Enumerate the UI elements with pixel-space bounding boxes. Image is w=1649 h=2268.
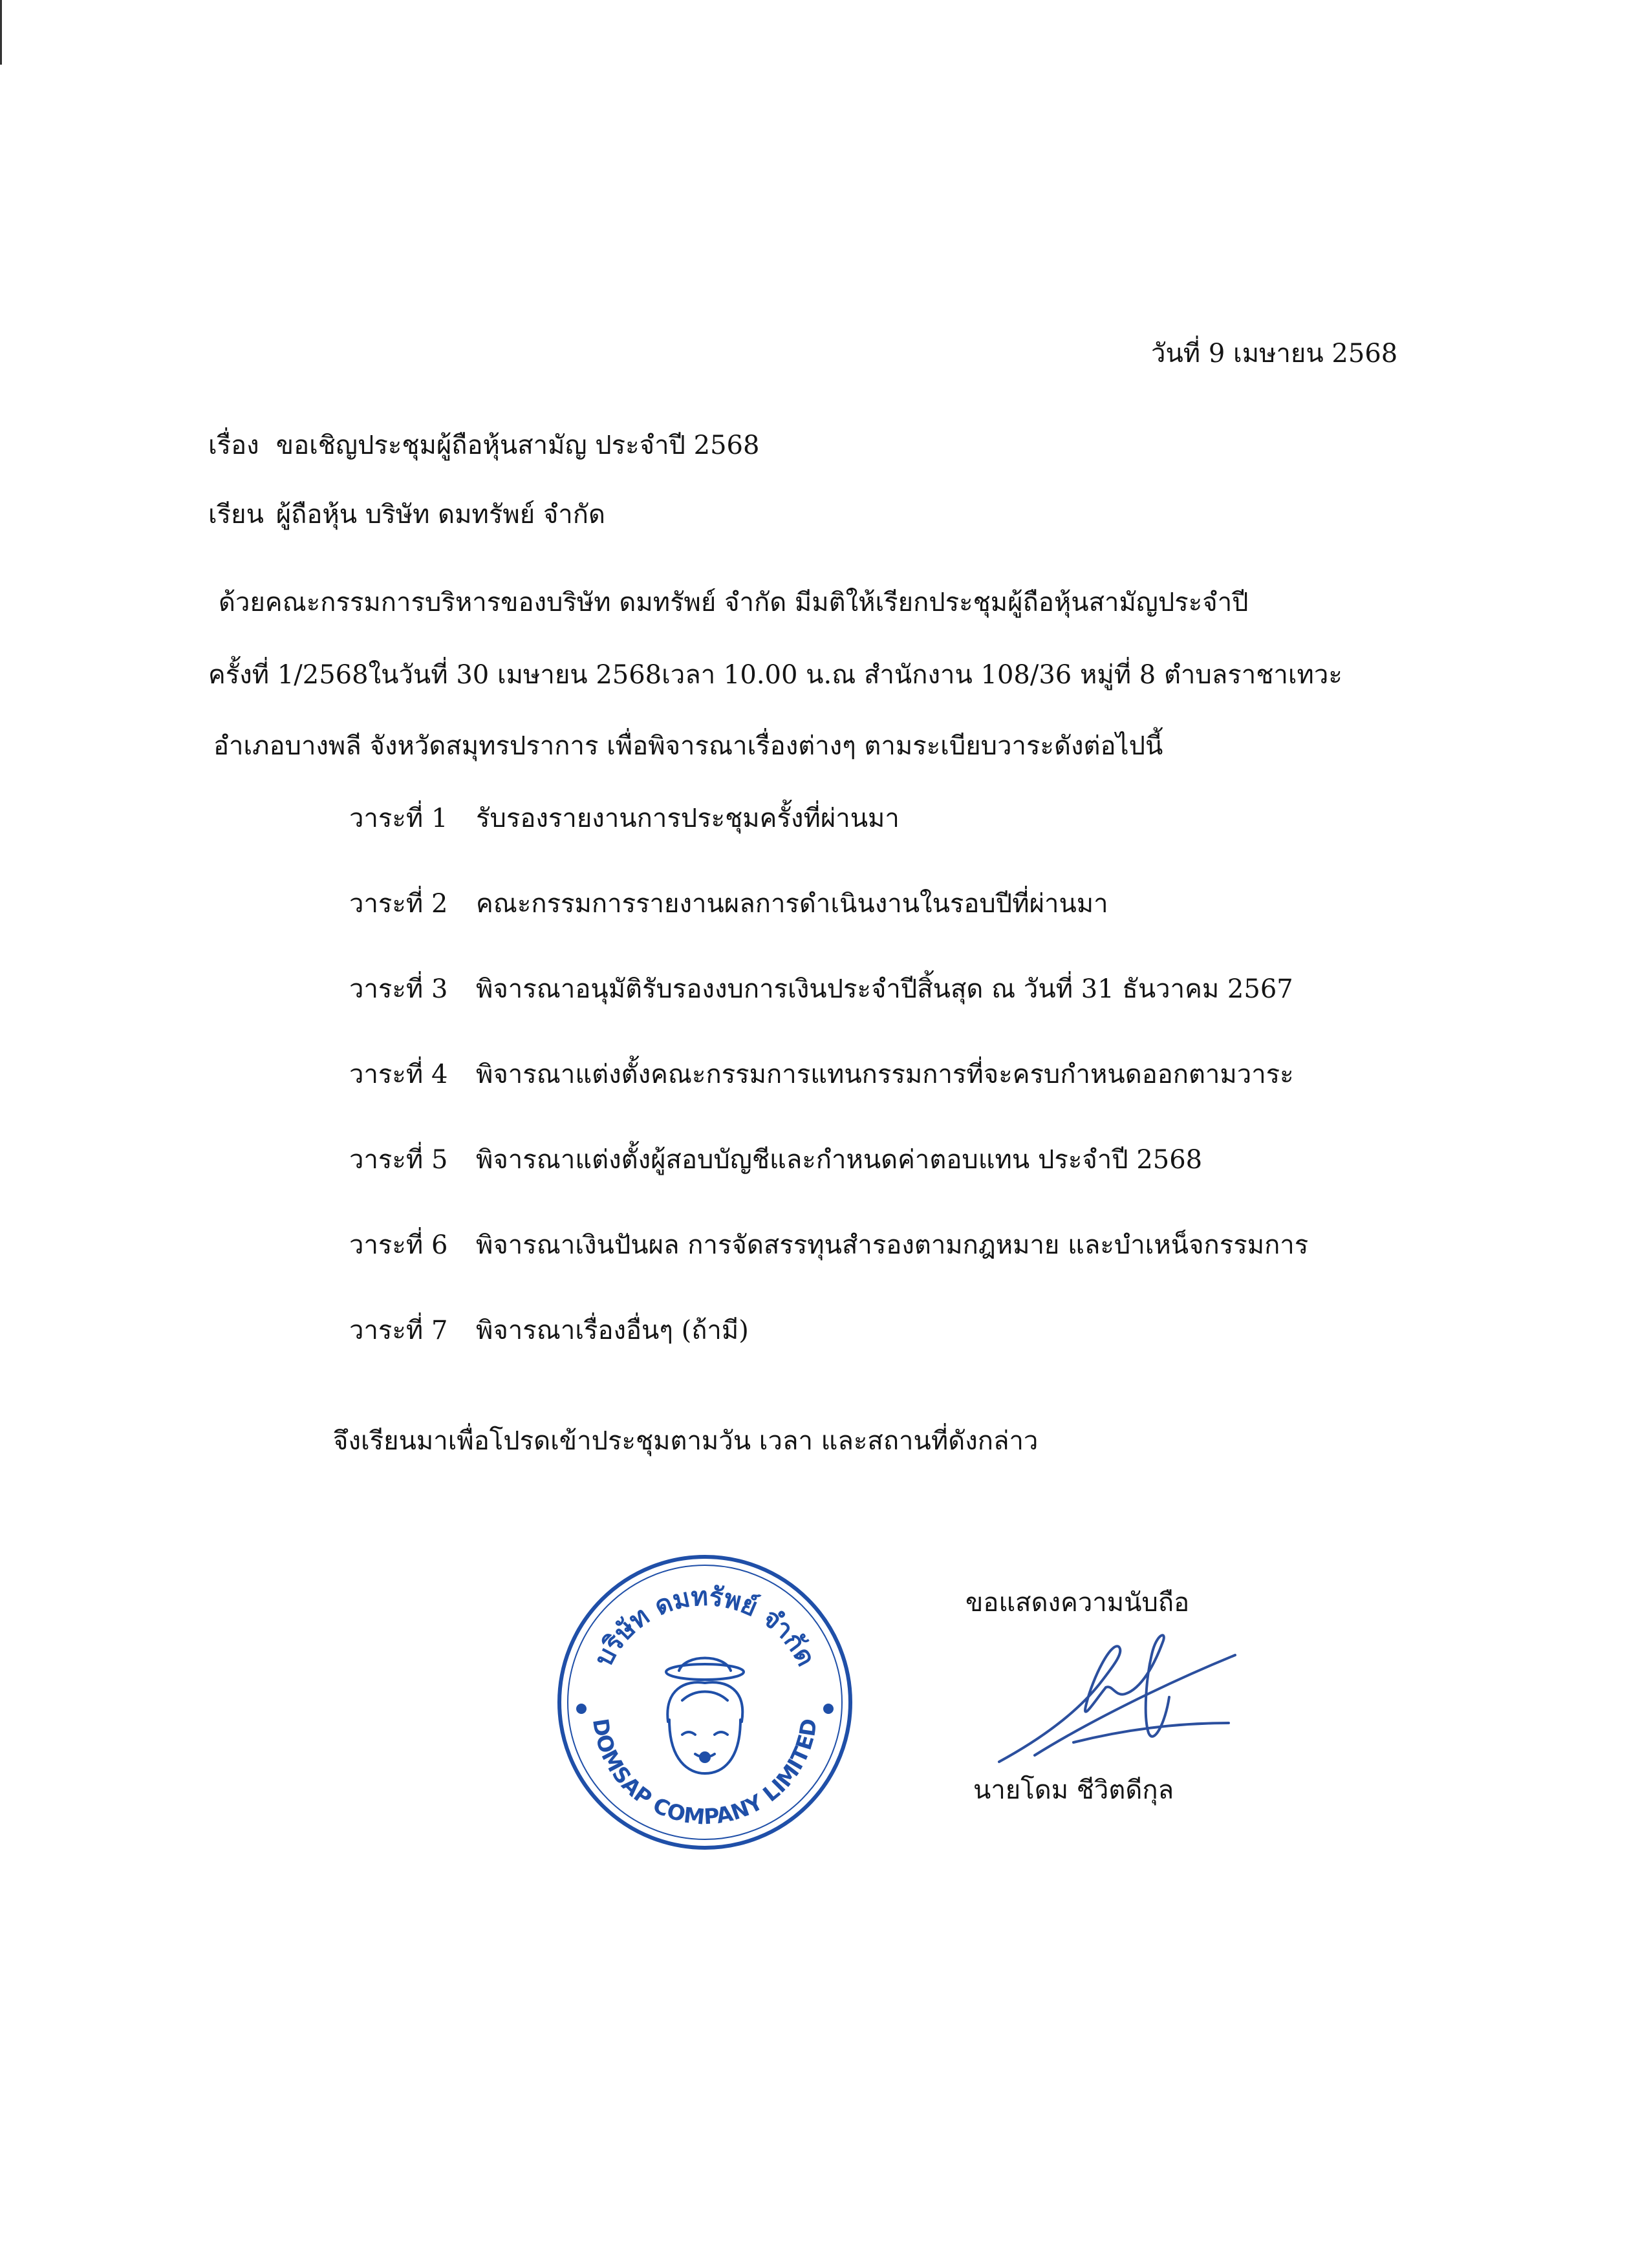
body-line-3: อำเภอบางพลี จังหวัดสมุทรปราการ เพื่อพิจารณาเรื่องต่างๆ ตามระเบียบวาระดังต่อไปนี้ — [213, 731, 1163, 761]
closing-line: จึงเรียนมาเพื่อโปรดเข้าประชุมตามวัน เวลา และสถานที่ดังกล่าว — [333, 1426, 1039, 1456]
seal-english-name: DOMSAP COMPANY LIMITED — [587, 1717, 823, 1830]
page-edge-mark — [0, 0, 2, 65]
agenda-item — [349, 1315, 1308, 1400]
regards-line: ขอแสดงความนับถือ — [965, 1588, 1190, 1618]
body-line-1: ด้วยคณะกรรมการบริหารของบริษัท ดมทรัพย์ จำกัด มีมติให้เรียกประชุมผู้ถือหุ้นสามัญประจำปี — [219, 588, 1249, 617]
agenda-text: พิจารณาแต่งตั้งคณะกรรมการแทนกรรมการที่จะครบกำหนดออกตามวาระ — [476, 1060, 1294, 1089]
agenda-item — [349, 1230, 1308, 1315]
subject-label: เรื่อง — [208, 431, 259, 460]
agenda-number: วาระที่ 4 — [349, 1060, 448, 1089]
agenda-text: พิจารณาเงินปันผล การจัดสรรทุนสำรองตามกฎหมาย และบำเหน็จกรรมการ — [476, 1230, 1309, 1260]
subject-text: ขอเชิญประชุมผู้ถือหุ้นสามัญ ประจำปี 2568 — [275, 431, 760, 460]
agenda-item — [349, 1144, 1308, 1230]
agenda-item — [349, 974, 1308, 1059]
agenda-number: วาระที่ 6 — [349, 1230, 448, 1260]
handwritten-signature — [996, 1626, 1242, 1775]
agenda-text: พิจารณาแต่งตั้งผู้สอบบัญชีและกำหนดค่าตอบแทน ประจำปี 2568 — [476, 1145, 1203, 1175]
signer-name: นายโดม ชีวิตดีกุล — [973, 1775, 1174, 1805]
agenda-number: วาระที่ 1 — [349, 804, 448, 833]
agenda-text: คณะกรรมการรายงานผลการดำเนินงานในรอบปีที่ผ่านมา — [476, 889, 1108, 919]
agenda-item — [349, 888, 1308, 974]
agenda-number: วาระที่ 5 — [349, 1145, 448, 1175]
company-seal — [553, 1550, 857, 1854]
subject-line — [208, 430, 759, 461]
agenda-text: รับรองรายงานการประชุมครั้งที่ผ่านมา — [476, 804, 900, 833]
recipient-line — [208, 499, 605, 530]
body-line-2: ครั้งที่ 1/2568ในวันที่ 30 เมษายน 2568เวลา 10.00 น.ณ สำนักงาน 108/36 หมู่ที่ 8 ตำบลราชาเทวะ — [208, 660, 1342, 690]
seal-thai-name: บริษัท ดมทรัพย์ จำกัด — [588, 1581, 821, 1671]
agenda-list — [349, 803, 1308, 1400]
agenda-item — [349, 803, 1308, 888]
recipient-label: เรียน — [208, 500, 264, 530]
agenda-number: วาระที่ 2 — [349, 889, 448, 919]
agenda-text: พิจารณาอนุมัติรับรองงบการเงินประจำปีสิ้นสุด ณ วันที่ 31 ธันวาคม 2567 — [476, 974, 1293, 1004]
agenda-text: พิจารณาเรื่องอื่นๆ (ถ้ามี) — [476, 1316, 749, 1345]
agenda-number: วาระที่ 7 — [349, 1316, 448, 1345]
agenda-item — [349, 1059, 1308, 1144]
recipient-text: ผู้ถือหุ้น บริษัท ดมทรัพย์ จำกัด — [275, 500, 605, 530]
agenda-number: วาระที่ 3 — [349, 974, 448, 1004]
letter-date: วันที่ 9 เมษายน 2568 — [1151, 339, 1398, 369]
